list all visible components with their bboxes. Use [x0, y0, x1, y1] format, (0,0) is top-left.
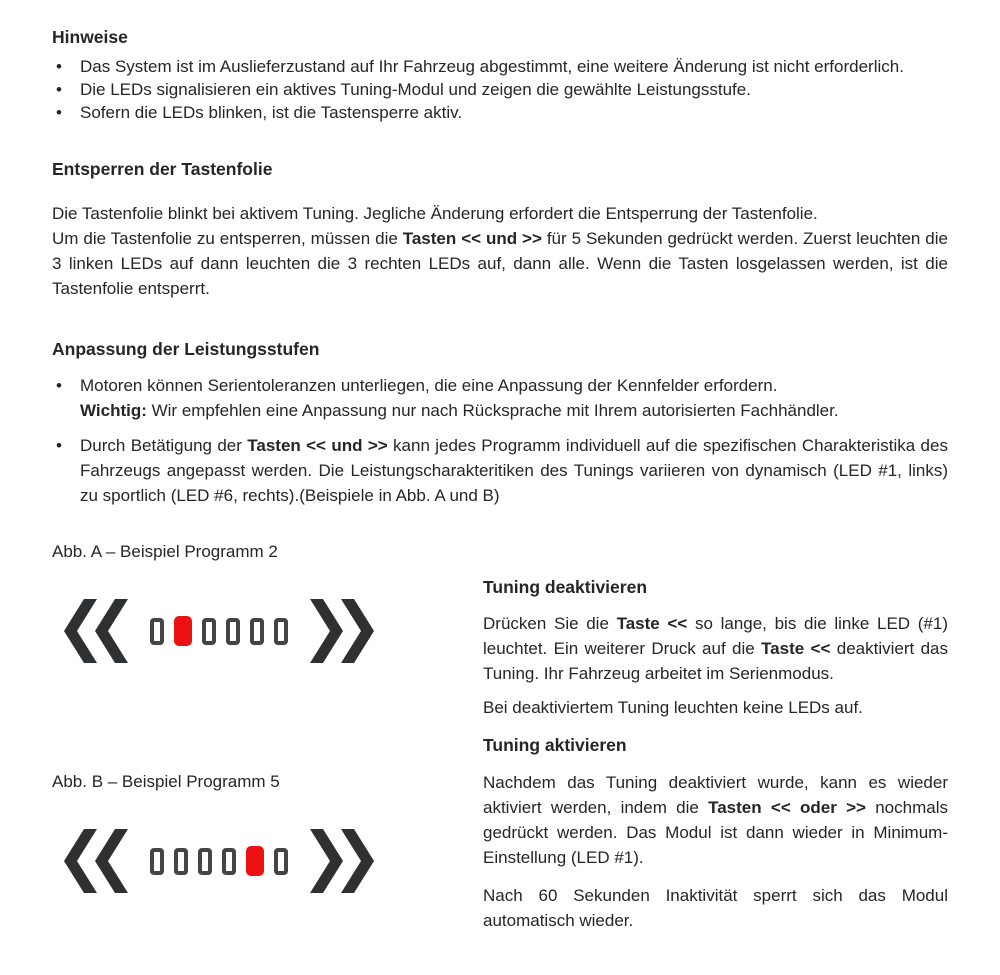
paragraph-line — [52, 201, 948, 226]
bullet-marker: • — [56, 376, 62, 395]
bullet-marker: • — [56, 80, 62, 99]
heading-tuning-aktivieren: Tuning aktivieren — [483, 735, 627, 755]
paragraph-text — [483, 695, 948, 720]
text-segment: so lange, bis die linke LED (#1) leuchtet. Ein weiterer Druck auf die — [483, 614, 948, 658]
led-indicator-4 — [226, 618, 240, 645]
led-row — [150, 846, 288, 876]
double-chevron-right-icon — [310, 829, 374, 893]
text-segment: nochmals gedrückt werden. Das Modul ist dann wieder in Minimum-Einstellung (LED #1). — [483, 798, 948, 867]
led-indicator-3 — [202, 618, 216, 645]
text-segment: für 5 Sekunden gedrückt werden. Zuerst leuchten die 3 linken LEDs auf dann leuchten die 3 rechten LEDs auf, dann alle. Wenn die Tasten losgelassen werden, ist die Tastenfolie entsperrt. — [52, 229, 948, 298]
text-segment: Um die Tastenfolie zu entsperren, müssen die — [52, 229, 403, 248]
two-column-section — [52, 540, 948, 933]
text-segment: Durch Betätigung der — [80, 436, 248, 455]
led-indicator-6 — [274, 618, 288, 645]
led-indicator-2 — [174, 848, 188, 875]
bold-text-segment: Taste << — [616, 614, 688, 633]
text-segment: Motoren können Serientoleranzen unterliegen, die eine Anpassung der Kennfelder erfordern. — [80, 376, 778, 395]
paragraph-text — [52, 226, 948, 301]
figure-b-caption: Abb. B – Beispiel Programm 5 — [52, 772, 280, 791]
led-indicator-1 — [150, 618, 164, 645]
bold-text-segment: Taste << — [761, 639, 831, 658]
bullet-text — [80, 373, 948, 423]
double-chevron-left-icon — [64, 829, 128, 893]
entsperren-paragraph — [52, 201, 948, 301]
bullet-marker: • — [56, 57, 62, 76]
bold-text-segment: Tasten << und >> — [247, 436, 388, 455]
paragraph-line — [80, 398, 948, 423]
paragraph-text — [483, 611, 948, 686]
led-indicator-2-active — [174, 616, 192, 646]
bullet-marker: • — [56, 103, 62, 122]
double-chevron-right-icon — [310, 599, 374, 663]
section-heading-hinweise: Hinweise — [52, 27, 128, 47]
list-item — [52, 78, 948, 101]
bullet-text — [80, 55, 948, 78]
bold-text-segment: Tasten << oder >> — [708, 798, 866, 817]
list-item — [52, 433, 948, 508]
led-indicator-1 — [150, 848, 164, 875]
bold-text-segment: Tasten << und >> — [402, 229, 542, 248]
text-segment: kann jedes Programm individuell auf die spezifischen Charakteristika des Fahrzeugs angepasst werden. Die Leistungscharakteritiken des Tunings variieren von dynamisch (LED #1, links) zu sportlich (LED #6, rechts).(Beispiele in Abb. A und B) — [80, 436, 948, 505]
section-heading-entsperren: Entsperren der Tastenfolie — [52, 159, 273, 179]
text-segment: Nachdem das Tuning deaktiviert wurde, kann es wieder aktiviert werden, indem die — [483, 773, 948, 817]
led-indicator-6 — [274, 848, 288, 875]
text-segment: Nach 60 Sekunden Inaktivität sperrt sich das Modul automatisch wieder. — [483, 886, 948, 930]
section-heading-anpassung: Anpassung der Leistungsstufen — [52, 339, 320, 359]
led-indicator-5 — [250, 618, 264, 645]
text-segment: Sofern die LEDs blinken, ist die Tastensperre aktiv. — [80, 103, 463, 122]
led-indicator-4 — [222, 848, 236, 875]
paragraph-line — [80, 373, 948, 398]
anpassung-bullet-list — [52, 373, 948, 508]
list-item — [52, 101, 948, 124]
paragraph-text — [483, 770, 948, 870]
double-chevron-left-icon — [64, 599, 128, 663]
led-display-figure-a — [64, 598, 483, 664]
bullet-text — [80, 101, 948, 124]
bullet-text — [80, 433, 948, 508]
led-indicator-5-active — [246, 846, 264, 876]
list-item — [52, 373, 948, 423]
text-segment: Die LEDs signalisieren ein aktives Tuning-Modul und zeigen die gewählte Leistungsstufe. — [80, 80, 751, 99]
bullet-text — [80, 78, 948, 101]
bold-text-segment: Wichtig: — [80, 401, 147, 420]
paragraph-text — [483, 883, 948, 933]
hinweise-bullet-list — [52, 55, 948, 124]
text-segment: Das System ist im Auslieferzustand auf Ihr Fahrzeug abgestimmt, eine weitere Änderung ist nicht erforderlich. — [80, 57, 904, 76]
text-segment: deaktiviert das Tuning. Ihr Fahrzeug arbeitet im Serienmodus. — [483, 639, 948, 683]
instructions-column — [483, 575, 948, 933]
figures-column — [52, 540, 483, 933]
text-segment: Wir empfehlen eine Anpassung nur nach Rücksprache mit Ihrem autorisierten Fachhändler. — [146, 401, 839, 420]
text-segment: Die Tastenfolie blinkt bei aktivem Tuning. Jegliche Änderung erfordert die Entsperrung der Tastenfolie. — [52, 204, 818, 223]
list-item — [52, 55, 948, 78]
text-segment: Drücken Sie die — [483, 614, 617, 633]
led-indicator-3 — [198, 848, 212, 875]
heading-tuning-deaktivieren: Tuning deaktivieren — [483, 577, 648, 597]
bullet-marker: • — [56, 436, 62, 455]
led-display-figure-b — [64, 828, 483, 894]
figure-a-caption: Abb. A – Beispiel Programm 2 — [52, 542, 278, 561]
text-segment: Bei deaktiviertem Tuning leuchten keine LEDs auf. — [483, 698, 863, 717]
led-row — [150, 616, 288, 646]
